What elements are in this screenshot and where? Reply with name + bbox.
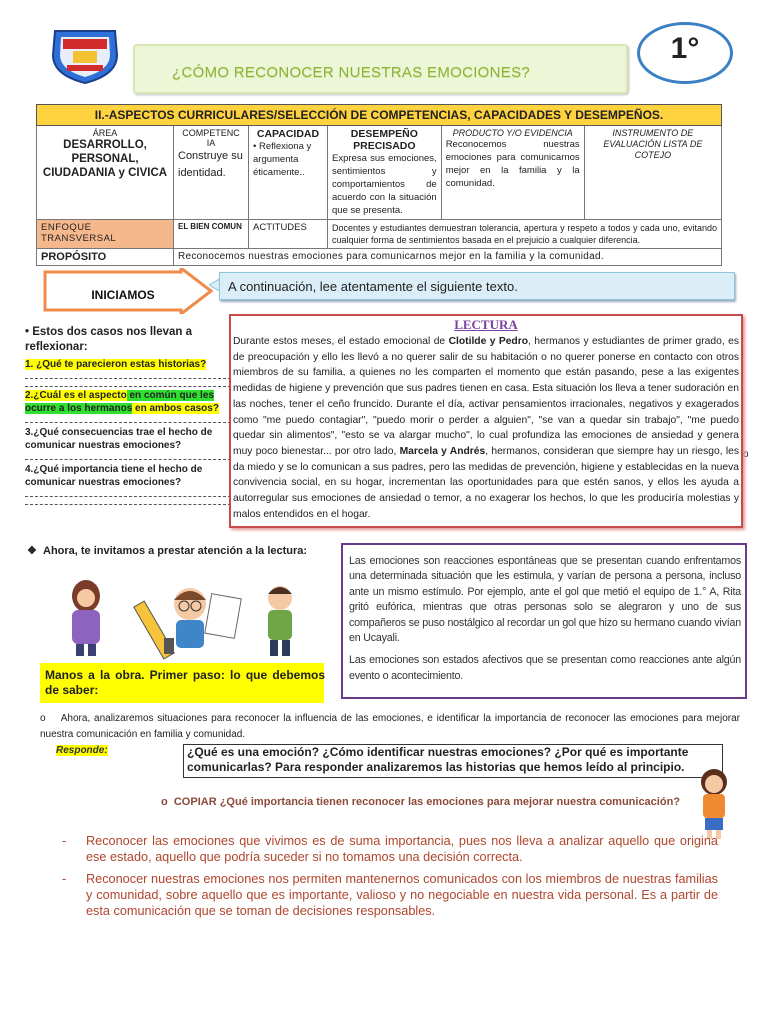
analysis-text: Ahora, analizaremos situaciones para reconocer la influencia de las emociones, e identificar la importancia de reconocer las emociones para mejorar nuestra comunicación en familia y comunidad.: [40, 713, 740, 740]
lectura-text: [233, 334, 739, 522]
proposito-value: Reconocemos nuestras emociones para comunicarnos mejor en la familia y la comunidad.: [174, 249, 722, 266]
emociones-p1: Las emociones son reacciones espontáneas que se presentan cuando enfrentamos una determinada situación que les estimula, y varían de persona a persona, incluso ante un mismo estímulo. Por ejemplo, ante el gol que metió el equipo de 1.° A, Rita gritó eufórica, mientras que otras personas solo se alegraron y uno de sus compañeros se puso nostálgico al recordar un gol que hizo su hermano cuando vivían en Ucayali.: [349, 555, 741, 645]
capacidad-text: Reflexiona y argumenta éticamente..: [253, 141, 312, 178]
question-3: 3.¿Qué consecuencias trae el hecho de comunicar nuestras emociones?: [25, 426, 213, 451]
worried-boy-figure: [268, 586, 292, 656]
answer-line: [25, 373, 231, 379]
curriculum-table: [36, 104, 722, 266]
area-label: ÁREA: [92, 128, 118, 138]
dash-bullet-icon: -: [62, 834, 67, 848]
competencia-cell: [174, 126, 249, 220]
question-text: ¿Qué es una emoción? ¿Cómo identificar nuestras emociones? ¿Por qué es importante comunicarlas? Para responder analizaremos las historias que hemos leído al principio.: [187, 745, 689, 774]
capacidad-cell: [249, 126, 328, 220]
actitudes-value: Docentes y estudiantes demuestran tolerancia, apertura y respeto a todos y cada uno, evitando cualquier forma de sentimientos basada en el prejuicio a cualquier diferencia.: [328, 220, 722, 249]
enfoque-value: EL BIEN COMUN: [174, 220, 249, 249]
question-2: [25, 389, 231, 416]
producto-value: Reconocemos nuestras emociones para comunicarnos mejor en la familia y la comunidad.: [445, 139, 580, 189]
instruction-text: A continuación, lee atentamente el siguiente texto.: [228, 279, 518, 294]
boy-with-pencil-figure: [134, 588, 241, 659]
lectura-names-2: Marcela y Andrés: [399, 445, 486, 457]
actitudes-label: ACTITUDES: [249, 220, 328, 249]
producto-cell: [441, 126, 584, 220]
list-item: [62, 833, 718, 865]
iniciamos-label: INICIAMOS: [91, 288, 155, 302]
answer-line: [25, 454, 231, 460]
capacidad-label: CAPACIDAD: [256, 128, 320, 140]
capacidad-value: • Reflexiona y argumenta éticamente..: [253, 141, 312, 178]
enfoque-label: ENFOQUE TRANSVERSAL: [37, 220, 174, 249]
answers-list: [62, 833, 718, 925]
lectura-p1b: , hermanos y estudiantes de primer grado, es de preocupación y ello les llevó a no querer salir de su habitación o no querer ponerse en contacto con otros miembros de su familia, a quienes no les comparten el momento que están pasando, pese a las exigentes medidas de higiene y prevención que sus padres tienen en casa. Esta situación los lleva a tener sudoración en las noches, tener el ceño fruncido. Durante el día, activar pensamientos irracionales, negativos y exagerados como "me puedo contagiar", "puedo morir o perder a alguien", "se van a quedar sin trabajo", "me puedo quedar sin alimentos", "esto se va alargar mucho", lo cual profundiza las emociones de ansiedad y genera muy poco bienestar... por otro lado,: [233, 336, 740, 457]
instrumento-label: INSTRUMENTO DE EVALUACIÓN LISTA DE COTEJO: [603, 128, 703, 160]
competencia-label: COMPETENC IA: [182, 128, 240, 148]
desempeno-value: Expresa sus emociones, sentimientos y comportamientos de acuerdo con la situación que se presenta.: [332, 153, 437, 216]
list-item: [62, 871, 718, 919]
questions-intro-text: Estos dos casos nos llevan a reflexionar:: [25, 326, 193, 353]
desempeno-label: DESEMPEÑO PRECISADO: [350, 128, 418, 152]
question-1-text: 1. ¿Qué te parecieron estas historias?: [25, 359, 207, 370]
producto-label: PRODUCTO Y/O EVIDENCIA: [452, 128, 573, 138]
questions-intro: • Estos dos casos nos llevan a reflexionar:: [25, 326, 193, 353]
question-4: 4.¿Qué importancia tiene el hecho de comunicar nuestras emociones?: [25, 463, 203, 488]
desempeno-cell: [328, 126, 442, 220]
area-cell: [37, 126, 174, 220]
lectura-p2b: , hermanos, consideran que siempre hay un riesgo, les da miedo y se lo comunican a sus padres, pero las medidas de prevención, higiene y establecidas en la nueva convivencia social, en su hogar, incrementan las oportunidades para que estén sanos, y ellos les ayuda a autorregular sus emociones de ansiedad o temor, a no exagerar los hechos, lo que les produciría molestias y malos entendidos en el hogar.: [233, 445, 739, 520]
proposito-label: PROPÓSITO: [37, 249, 174, 266]
diamond-bullet-icon: ❖: [27, 545, 37, 557]
answer-line: [25, 491, 231, 497]
dash-bullet-icon: -: [62, 872, 67, 886]
area-value: DESARROLLO, PERSONAL, CIUDADANIA y CIVICA: [42, 139, 168, 179]
page-title: ¿CÓMO RECONOCER NUESTRAS EMOCIONES?: [172, 64, 531, 81]
side-mark: o: [743, 449, 749, 460]
emociones-p2: Las emociones son estados afectivos que se presentan como reacciones ante algún evento o acontecimiento.: [349, 654, 741, 682]
lectura-invite: [27, 543, 327, 560]
answer-line: [25, 417, 231, 423]
analysis-paragraph: [40, 711, 740, 742]
curriculum-heading: II.-ASPECTOS CURRICULARES/SELECCIÓN DE COMPETENCIAS, CAPACIDADES Y DESEMPEÑOS.: [37, 105, 722, 126]
students-illustration: [58, 578, 310, 660]
question-2-part-b: en común que les ocurre a los hermanos: [25, 389, 214, 414]
reflection-questions: [25, 325, 231, 507]
answer-line: [25, 381, 231, 387]
instrumento-cell: [584, 126, 721, 220]
copiar-text: COPIAR ¿Qué importancia tienen reconocer las emociones para mejorar nuestra comunicación?: [173, 796, 681, 808]
responde-label: Responde:: [56, 745, 108, 756]
lectura-names-1: Clotilde y Pedro: [448, 336, 529, 347]
competencia-value: Construye su identidad.: [178, 150, 243, 179]
grade-label: 1°: [670, 32, 700, 65]
question-2-part-c: en ambos casos?: [132, 403, 219, 414]
circle-bullet-icon: o: [40, 713, 46, 724]
question-2-part-a: 2.¿Cuál es el aspecto: [25, 389, 127, 401]
answer-line: [25, 499, 231, 505]
lectura-invite-text: Ahora, te invitamos a prestar atención a la lectura:: [43, 545, 308, 557]
lectura-title: LECTURA: [454, 317, 518, 332]
question-1: [25, 358, 231, 372]
school-seal-logo: [47, 25, 123, 85]
girl-figure: [72, 580, 100, 656]
lectura-p1a: Durante estos meses, el estado emocional de: [233, 336, 449, 347]
emociones-text: [349, 554, 741, 684]
answer-text: Reconocer nuestras emociones nos permiten mantenernos comunicados con los miembros de nuestras familias y comunidad, sobre aquello que es importante, valioso y no negociable en nuestra vida personal. Es a partir de esta comunicación que se toman de decisiones responsables.: [86, 872, 718, 918]
copiar-instruction: [161, 796, 768, 808]
manos-text: Manos a la obra. Primer paso: lo que debemos de saber:: [45, 668, 325, 697]
circle-bullet-icon: o: [161, 796, 168, 808]
answer-text: Reconocer las emociones que vivimos es de suma importancia, pues nos lleva a analizar aquello que origina ese estado, aquello que podría suceder si no tomamos una decisión correcta.: [86, 834, 718, 864]
